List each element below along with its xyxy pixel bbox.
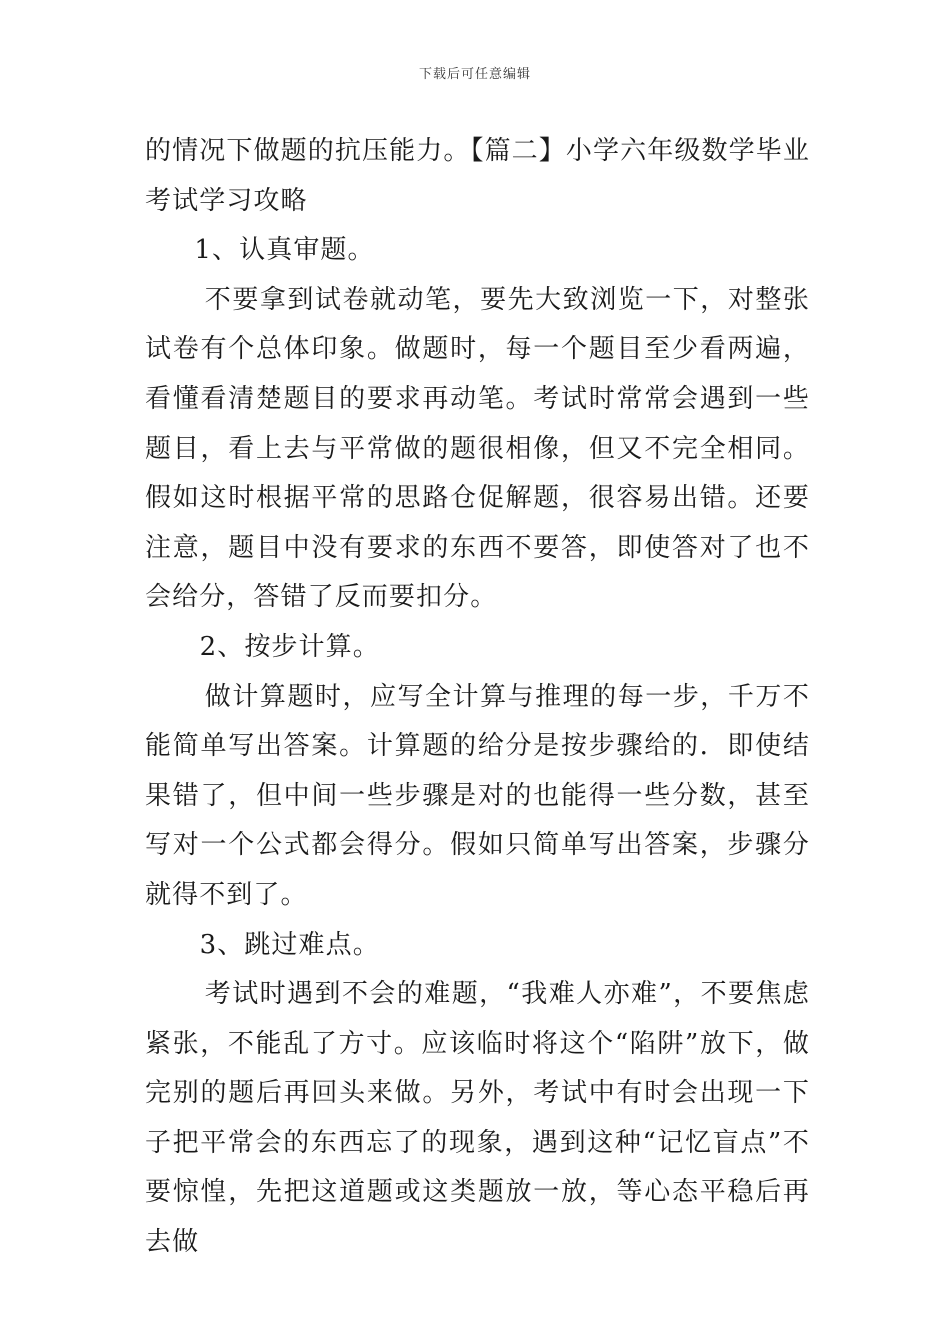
section-heading-3: 3、跳过难点。 bbox=[199, 929, 380, 960]
document-body bbox=[145, 127, 810, 1268]
section-heading-2: 2、按步计算。 bbox=[199, 631, 380, 662]
paragraph-3: 考试时遇到不会的难题，“我难人亦难”，不要焦虑紧张，不能乱了方寸。应该临时将这个“陷阱”放下，做完别的题后再回头来做。另外，考试中有时会出现一下子把平常会的东西忘了的现象，遇到这种“记忆盲点”不要惊惶，先把这道题或这类题放一放，等心态平稳后再去做 bbox=[145, 979, 810, 1258]
paragraph-2: 做计算题时，应写全计算与推理的每一步，千万不能简单写出答案。计算题的给分是按步骤给的．即使结果错了，但中间一些步骤是对的也能得一些分数，甚至写对一个公式都会得分。假如只简单写出答案，步骤分就得不到了。 bbox=[145, 681, 810, 910]
page-header: 下载后可任意编辑 bbox=[418, 67, 531, 82]
paragraph-1: 不要拿到试卷就动笔，要先大致浏览一下，对整张试卷有个总体印象。做题时，每一个题目至少看两遍，看懂看清楚题目的要求再动笔。考试时常常会遇到一些题目，看上去与平常做的题很相像，但又不完全相同。假如这时根据平常的思路仓促解题，很容易出错。还要注意，题目中没有要求的东西不要答，即使答对了也不会给分，答错了反而要扣分。 bbox=[145, 284, 810, 613]
paragraph-intro: 的情况下做题的抗压能力。【篇二】小学六年级数学毕业考试学习攻略 bbox=[145, 136, 810, 216]
section-heading-1: 1、认真审题。 bbox=[194, 235, 375, 266]
